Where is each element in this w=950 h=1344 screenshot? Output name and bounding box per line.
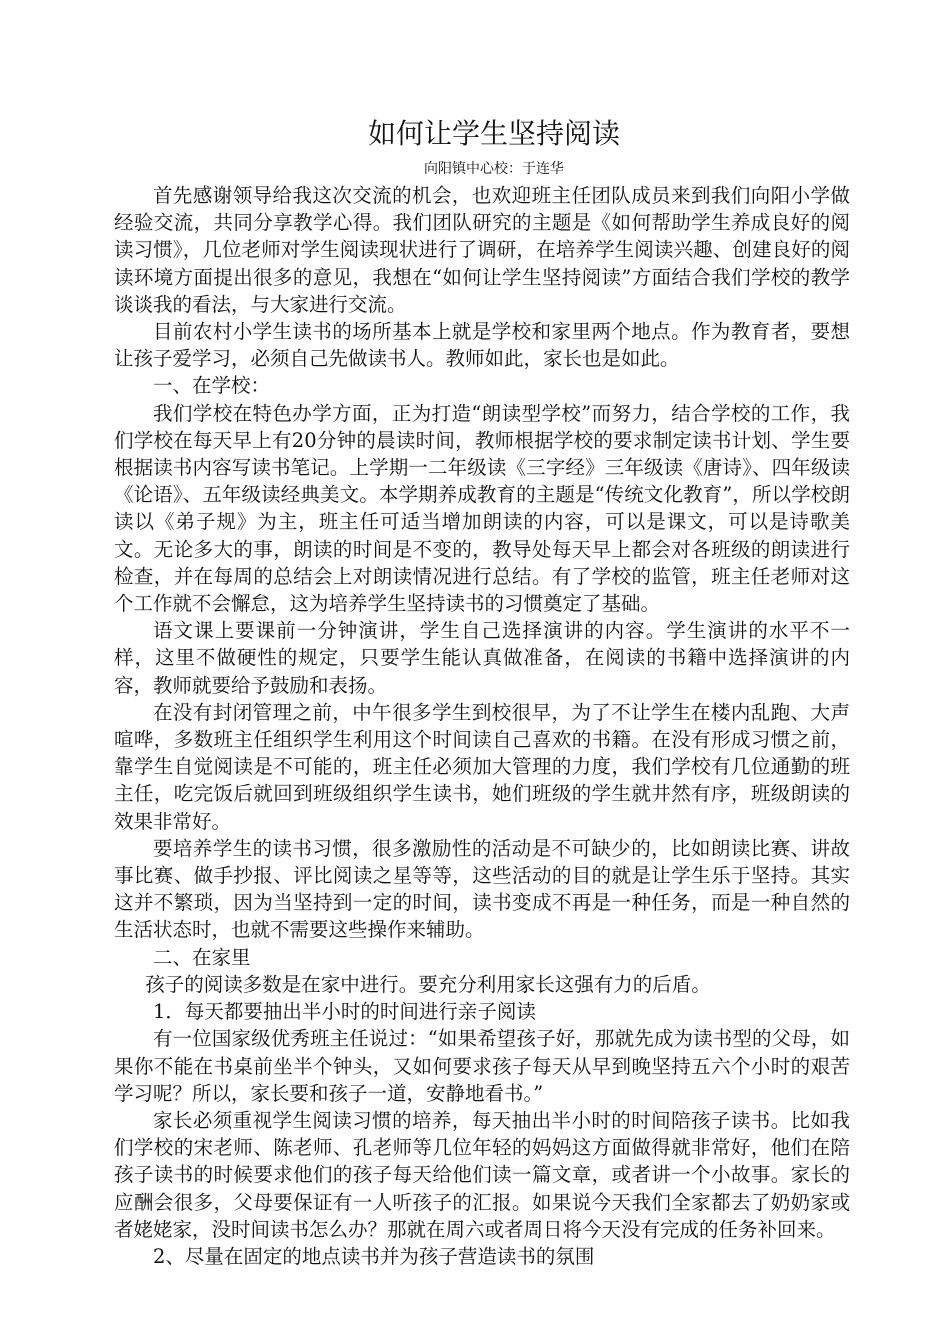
paragraph-noon-reading: 在没有封闭管理之前，中午很多学生到校很早，为了不让学生在楼内乱跑、大声喧哗，多数班主任组织学生利用这个时间读自己喜欢的书籍。在没有形成习惯之前，靠学生自觉阅读是不可能的，班主任必须加大管理的力度，我们学校有几位通勤的班主任，吃完饭后就回到班级组织学生读书，她们班级的学生就井然有序，班级朗读的效果非常好。 [114, 700, 850, 833]
subheading-fixed-place: 2、尽量在固定的地点读书并为孩子营造读书的氛围 [153, 1244, 595, 1268]
document-body [114, 182, 850, 1270]
paragraph-activities: 要培养学生的读书习惯，很多激励性的活动是不可缺少的，比如朗读比赛、讲故事比赛、做手抄报、评比阅读之星等等，这些活动的目的就是让学生乐于坚持。其实这并不繁琐，因为当坚持到一定的时间，读书变成不再是一种任务，而是一种自然的生活状态时，也就不需要这些操作来辅助。 [114, 836, 850, 942]
paragraph-intro: 首先感谢领导给我这次交流的机会，也欢迎班主任团队成员来到我们向阳小学做经验交流，共同分享教学心得。我们团队研究的主题是《如何帮助学生养成良好的阅读习惯》，几位老师对学生阅读现状进行了调研，在培养学生阅读兴趣、创建良好的阅读环境方面提出很多的意见，我想在“如何让学生坚持阅读”方面结合我们学校的教学谈谈我的看法，与大家进行交流。 [114, 184, 850, 316]
section-heading-home: 二、在家里 [153, 945, 251, 969]
section-heading-school: 一、在学校： [153, 374, 271, 398]
subheading-parent-child-reading: 1．每天都要抽出半小时的时间进行亲子阅读 [153, 1000, 536, 1024]
paragraph-home-intro: 孩子的阅读多数是在家中进行。要充分利用家长这强有力的后盾。 [145, 972, 711, 996]
paragraph-quote: 有一位国家级优秀班主任说过：“如果希望孩子好，那就先成为读书型的父母，如果你不能在书桌前坐半个钟头，又如何要求孩子每天从早到晚坚持五六个小时的艰苦学习呢？所以，家长要和孩子一道，安静地看书。” [114, 1027, 850, 1105]
paragraph-parents: 家长必须重视学生阅读习惯的培养，每天抽出半小时的时间陪孩子读书。比如我们学校的宋老师、陈老师、孔老师等几位年轻的妈妈这方面做得就非常好，他们在陪孩子读书的时候要求他们的孩子每天给他们读一篇文章，或者讲一个小故事。家长的应酬会很多，父母要保证有一人听孩子的汇报。如果说今天我们全家都去了奶奶家或者姥姥家，没时间读书怎么办？那就在周六或者周日将今天没有完成的任务补回来。 [114, 1108, 850, 1241]
paragraph-context: 目前农村小学生读书的场所基本上就是学校和家里两个地点。作为教育者，要想让孩子爱学习，必须自己先做读书人。教师如此，家长也是如此。 [114, 320, 850, 371]
document-title: 如何让学生坚持阅读 [367, 117, 620, 150]
document-author: 向阳镇中心校：于连华 [424, 161, 564, 177]
paragraph-speech: 语文课上要课前一分钟演讲，学生自己选择演讲的内容。学生演讲的水平不一样，这里不做硬性的规定，只要学生能认真做准备，在阅读的书籍中选择演讲的内容，教师就要给予鼓励和表扬。 [114, 619, 850, 697]
paragraph-morning-reading: 我们学校在特色办学方面，正为打造“朗读型学校”而努力，结合学校的工作，我们学校在每天早上有20分钟的晨读时间，教师根据学校的要求制定读书计划、学生要根据读书内容写读书笔记。上学期一二年级读《三字经》三年级读《唐诗》、四年级读《论语》、五年级读经典美文。本学期养成教育的主题是“传统文化教育”，所以学校朗读以《弟子规》为主，班主任可适当增加朗读的内容，可以是课文，可以是诗歌美文。无论多大的事，朗读的时间是不变的，教导处每天早上都会对各班级的朗读进行检查，并在每周的总结会上对朗读情况进行总结。有了学校的监管，班主任老师对这个工作就不会懈怠，这为培养学生坚持读书的习惯奠定了基础。 [114, 401, 850, 616]
